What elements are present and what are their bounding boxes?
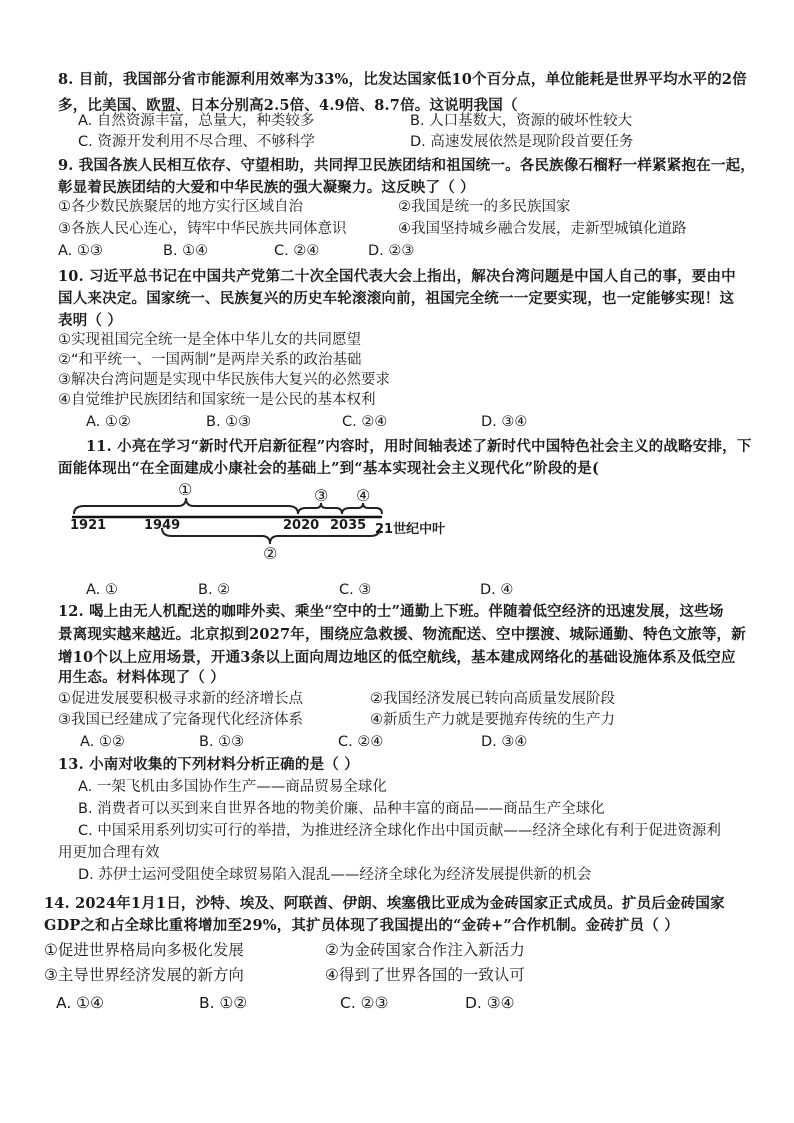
brace-1	[74, 498, 298, 514]
timeline-marker-3: ③	[314, 486, 329, 505]
q14-statement-3: ③主导世界经济发展的新方向	[44, 966, 244, 984]
q8-option-b: B. 人口基数大，资源的破坏性较大	[410, 113, 633, 129]
q14-stem-line2: GDP之和占全球比重将增加至29%，其扩员体现了我国提出的“金砖+”合作机制。金砖扩员（ ）	[44, 917, 679, 934]
q14-option-d: D. ③④	[465, 994, 515, 1012]
q13-option-a: A. 一架飞机由多国协作生产——商品贸易全球化	[78, 779, 387, 795]
q9-option-a: A. ①③	[58, 243, 103, 259]
q9-statement-3: ③各族人民心连心，铸牢中华民族共同体意识	[58, 221, 347, 237]
q10-stem-line2: 国人来决定。国家统一、民族复兴的历史车轮滚滚向前，祖国完全统一一定要实现，也一定能够实现！这	[58, 290, 735, 307]
q11-option-c: C. ③	[339, 582, 372, 598]
timeline-diagram	[70, 480, 446, 564]
timeline-label-21st-century: 21世纪中叶	[375, 522, 446, 537]
timeline-label-2035: 2035	[330, 518, 367, 533]
q10-stem-line1: 10. 习近平总书记在中国共产党第二十次全国代表大会上指出，解决台湾问题是中国人自己的事，要由中	[58, 268, 736, 285]
timeline-label-1921: 1921	[70, 518, 107, 533]
q11-stem-line1: 11. 小亮在学习“新时代开启新征程”内容时，用时间轴表述了新时代中国特色社会主义的战略安排，下	[86, 438, 752, 455]
q10-option-d: D. ③④	[481, 414, 528, 430]
q12-statement-3: ③我国已经建成了完备现代化经济体系	[58, 712, 303, 728]
q9-option-b: B. ①④	[163, 243, 209, 259]
q14-option-a: A. ①④	[56, 994, 104, 1012]
q9-statement-2: ②我国是统一的多民族国家	[398, 199, 571, 215]
q14-option-c: C. ②③	[340, 994, 389, 1012]
q13-option-c-line2: 用更加合理有效	[58, 845, 160, 861]
q12-option-a: A. ①②	[80, 734, 125, 750]
q12-option-b: B. ①③	[199, 734, 245, 750]
q11-stem-line2: 面能体现出“在全面建成小康社会的基础上”到“基本实现社会主义现代化”阶段的是(	[58, 460, 600, 477]
q11-option-a: A. ①	[86, 582, 118, 598]
q10-statement-3: ③解决台湾问题是实现中华民族伟大复兴的必然要求	[58, 372, 390, 388]
q14-statement-2: ②为金砖国家合作注入新活力	[325, 941, 525, 959]
q13-option-b: B. 消费者可以买到来自世界各地的物美价廉、品种丰富的商品——商品生产全球化	[78, 801, 605, 817]
timeline-marker-1: ①	[178, 480, 193, 499]
timeline-label-2020: 2020	[283, 518, 320, 533]
q13-option-d: D. 苏伊士运河受阻使全球贸易陷入混乱——经济全球化为经济发展提供新的机会	[78, 867, 592, 883]
q8-option-d: D. 高速发展依然是现阶段首要任务	[410, 134, 634, 150]
q12-option-d: D. ③④	[481, 734, 528, 750]
q9-stem-line1: 9. 我国各族人民相互依存、守望相助，共同捍卫民族团结和祖国统一。各民族像石榴籽一样紧紧抱在一起，	[58, 157, 755, 174]
q14-stem-line1: 14. 2024年1月1日，沙特、埃及、阿联酋、伊朗、埃塞俄比亚成为金砖国家正式成员。扩员后金砖国家	[44, 895, 725, 912]
q13-stem: 13. 小南对收集的下列材料分析正确的是（ ）	[58, 756, 359, 773]
q12-option-c: C. ②④	[338, 734, 384, 750]
q10-statement-1: ①实现祖国完全统一是全体中华儿女的共同愿望	[58, 332, 361, 348]
q8-stem-line1: 8. 目前，我国部分省市能源利用效率为33%，比发达国家低10个百分点，单位能耗是世界平均水平的2倍	[58, 71, 747, 88]
q10-statement-2: ②“和平统一、一国两制”是两岸关系的政治基础	[58, 352, 362, 368]
timeline-label-1949: 1949	[144, 518, 181, 533]
q12-stem-line1: 12. 喝上由无人机配送的咖啡外卖、乘坐“空中的士”通勤上下班。伴随着低空经济的迅速发展，这些场	[58, 603, 724, 620]
q13-option-c-line1: C. 中国采用系列切实可行的举措，为推进经济全球化作出中国贡献——经济全球化有利于促进资源利	[78, 823, 721, 839]
q14-statement-1: ①促进世界格局向多极化发展	[44, 941, 244, 959]
q10-stem-line3: 表明（ ）	[58, 312, 123, 329]
q9-option-d: D. ②③	[368, 243, 415, 259]
q9-statement-1: ①各少数民族聚居的地方实行区域自治	[58, 199, 303, 215]
q9-statement-4: ④我国坚持城乡融合发展，走新型城镇化道路	[398, 221, 687, 237]
q9-stem-line2: 彰显着民族团结的大爱和中华民族的强大凝聚力。这反映了（ ）	[58, 179, 475, 196]
q8-option-a: A. 自然资源丰富，总量大，种类较多	[78, 113, 315, 129]
q12-statement-2: ②我国经济发展已转向高质量发展阶段	[370, 691, 615, 707]
q14-statement-4: ④得到了世界各国的一致认可	[325, 966, 525, 984]
q12-stem-line4: 用生态。材料体现了（ ）	[58, 669, 225, 686]
q10-option-b: B. ①③	[206, 414, 252, 430]
q8-option-c: C. 资源开发利用不尽合理、不够科学	[78, 134, 315, 150]
timeline-marker-2: ②	[263, 544, 278, 563]
q12-statement-4: ④新质生产力就是要抛弃传统的生产力	[370, 712, 615, 728]
q9-option-c: C. ②④	[274, 243, 320, 259]
q11-option-d: D. ④	[480, 582, 514, 598]
timeline-marker-4: ④	[356, 486, 371, 505]
q8-stem-line2: 多，比美国、欧盟、日本分别高2.5倍、4.9倍、8.7倍。这说明我国（	[58, 97, 518, 114]
q12-stem-line2: 景离现实越来越近。北京拟到2027年，围绕应急救援、物流配送、空中摆渡、城际通勤、特色文旅等，新	[58, 626, 746, 643]
q10-option-c: C. ②④	[342, 414, 388, 430]
q12-statement-1: ①促进发展要积极寻求新的经济增长点	[58, 691, 303, 707]
q11-option-b: B. ②	[198, 582, 231, 598]
q14-option-b: B. ①②	[199, 994, 248, 1012]
q12-stem-line3: 增10个以上应用场景，开通3条以上面向周边地区的低空航线，基本建成网络化的基础设施体系及低空应	[58, 649, 736, 666]
q10-statement-4: ④自觉维护民族团结和国家统一是公民的基本权利	[58, 392, 376, 408]
q10-option-a: A. ①②	[86, 414, 131, 430]
